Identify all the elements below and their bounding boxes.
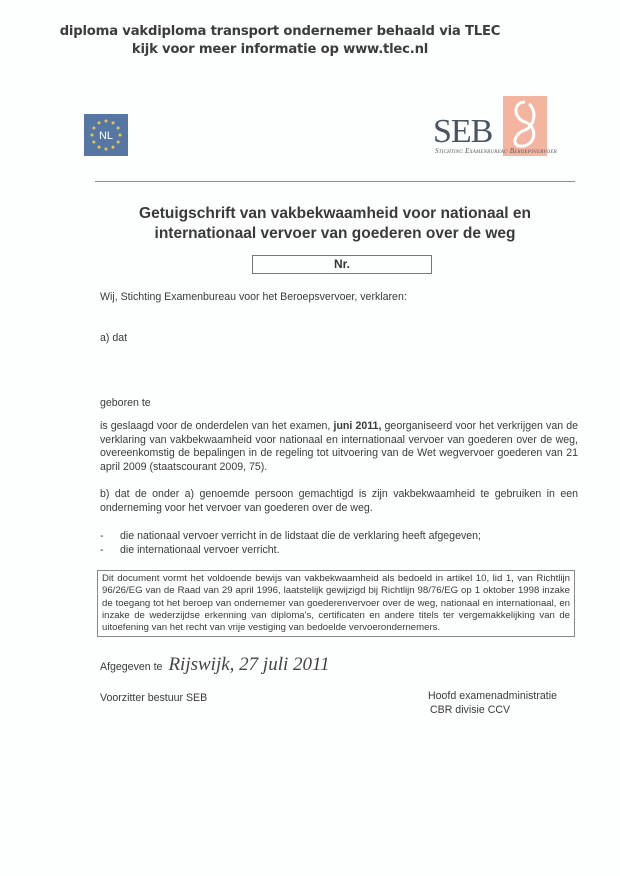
star-icon [119, 134, 122, 137]
seb-name: SEB [433, 113, 493, 150]
issued-label: Afgegeven te [100, 661, 163, 673]
header-divider [95, 181, 575, 182]
certificate-number-field: Nr. [252, 255, 432, 274]
authorization-list [100, 530, 578, 557]
intro-text: Wij, Stichting Examenbureau voor het Beroepsvervoer, verklaren: [100, 291, 407, 303]
issued-line [100, 654, 330, 676]
list-item-text: die nationaal vervoer verricht in de lidstaat die de verklaring heeft afgegeven; [120, 530, 481, 542]
star-icon [117, 127, 120, 130]
flag-label: NL [98, 130, 114, 142]
passed-text-pre: is geslaagd voor de onderdelen van het examen, [100, 420, 334, 432]
signatory-right-line-1: Hoofd examenadministratie [428, 690, 557, 702]
star-icon [105, 120, 108, 123]
title-line-2: internationaal vervoer van goederen over de weg [154, 225, 516, 242]
banner-line-1: diploma vakdiploma transport ondernemer behaald via TLEC [59, 24, 501, 39]
passed-exam-paragraph [100, 420, 578, 474]
signatory-left: Voorzitter bestuur SEB [100, 692, 208, 704]
signatory-right-line-2: CBR divisie CCV [430, 704, 511, 716]
eu-nl-flag-logo [84, 114, 128, 156]
star-icon [117, 141, 120, 144]
seb-subtitle: Stichting Examenbureau Beroepsvervoer [435, 147, 557, 155]
star-icon [105, 148, 108, 151]
title-line-1: Getuigschrift van vakbekwaamheid voor nationaal en [139, 205, 531, 222]
star-icon [112, 121, 115, 124]
star-icon [92, 141, 95, 144]
born-at-label: geboren te [100, 397, 151, 409]
star-icon [98, 121, 101, 124]
star-icon [112, 146, 115, 149]
bullet-dash: - [100, 530, 104, 542]
list-item [100, 544, 578, 558]
passed-text-post: georganiseerd voor het verkrijgen van de verklaring van vakbekwaamheid voor nationaal en internationaal vervoer van goederen over de weg, overeenkomstig de bepalingen in de regeling tot uitvoering van de Wet wegvervoer goederen van 21 april 2009 (staatscourant 2009, 75). [100, 420, 579, 473]
eu-stars-icon [84, 114, 128, 156]
clause-a-label: a) dat [100, 332, 128, 344]
clause-b-paragraph: b) dat de onder a) genoemde persoon gemachtigd is zijn vakbekwaamheid te gebruiken in een onderneming voor het vervoer van goederen over de weg. [100, 488, 578, 514]
list-item [100, 530, 578, 544]
issued-place-date: Rijswijk, 27 juli 2011 [168, 654, 330, 675]
banner-line-2: kijk voor meer informatie op www.tlec.nl [131, 42, 429, 57]
exam-date: juni 2011, [333, 420, 382, 432]
document-title [95, 204, 575, 244]
star-icon [91, 134, 94, 137]
legal-notice-box: Dit document vormt het voldoende bewijs van vakbekwaamheid als bedoeld in artikel 10, lid 1, van Richtlijn 96/26/EG van de Raad van 29 april 1996, laatstelijk gewijzigd bij Richtlijn 98/76/EG op 1 oktober 1998 inzake de toegang tot het beroep van ondernemer van goederenvervoer over de weg, nationaal en internationaal, en inzake de wederzijdse erkenning van diploma's, certificaten en andere titels ter vergemakkelijking van de uitoefening van het recht van vrije vestiging van bedoelde vervoerondernemers. [97, 570, 575, 637]
star-icon [98, 146, 101, 149]
bullet-dash: - [100, 543, 104, 556]
list-item-text: die internationaal vervoer verricht. [120, 543, 280, 556]
seb-logo [433, 96, 603, 166]
star-icon [92, 127, 95, 130]
